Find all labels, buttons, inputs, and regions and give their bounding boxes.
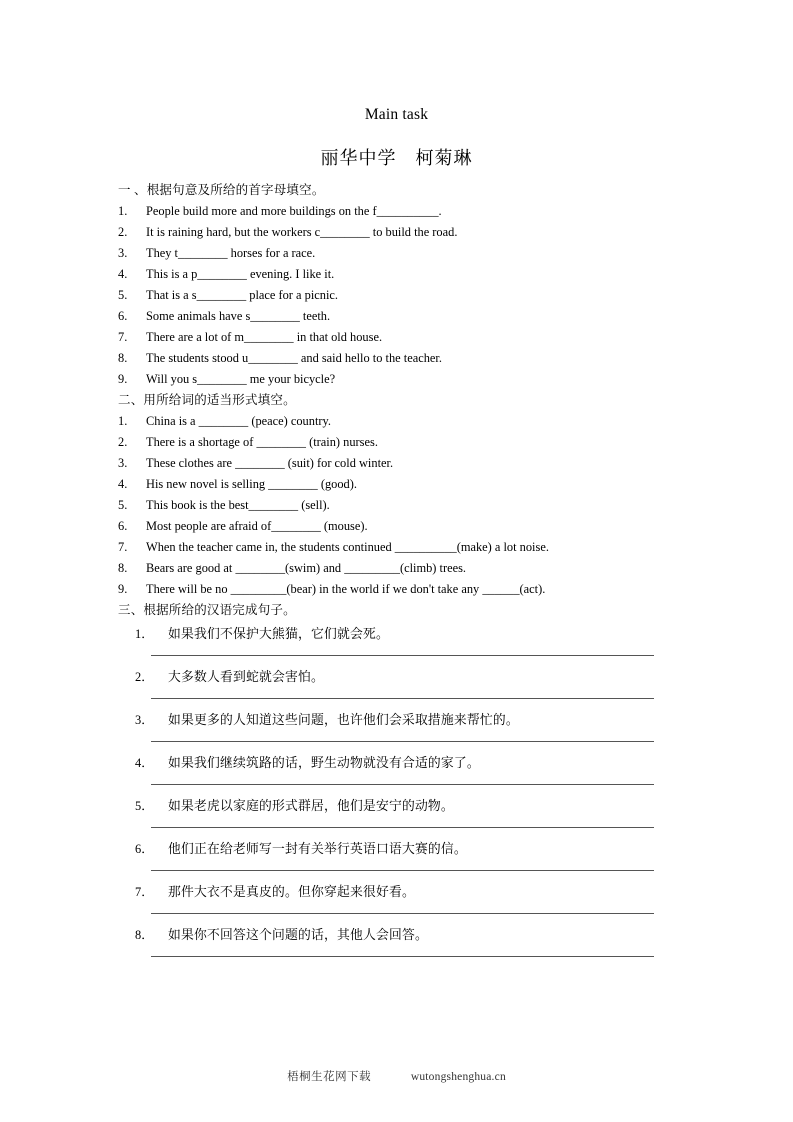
footer-site-name: 梧桐生花网下载 <box>287 1071 372 1083</box>
item-text: The students stood u________ and said hello to the teacher. <box>146 351 442 365</box>
item-number: 3． <box>135 713 154 727</box>
list-item <box>135 707 718 733</box>
item-number: 7. <box>118 540 128 554</box>
list-item <box>118 306 718 327</box>
item-text: When the teacher came in, the students continued __________(make) a lot noise. <box>146 540 549 554</box>
item-text: 那件大衣不是真皮的。但你穿起来很好看。 <box>168 885 415 899</box>
answer-line[interactable] <box>151 698 654 699</box>
item-text: China is a ________ (peace) country. <box>146 414 331 428</box>
list-item <box>135 836 718 862</box>
item-text: Most people are afraid of________ (mouse). <box>146 519 368 533</box>
list-item <box>118 285 718 306</box>
item-number: 5. <box>118 498 128 512</box>
item-number: 8. <box>118 351 128 365</box>
list-item <box>135 664 718 690</box>
item-text: There are a lot of m________ in that old house. <box>146 330 383 344</box>
item-number: 3. <box>118 246 128 260</box>
item-number: 7． <box>135 885 154 899</box>
answer-line[interactable] <box>151 827 654 828</box>
list-item <box>118 348 718 369</box>
answer-line[interactable] <box>151 913 654 914</box>
list-item <box>118 474 718 495</box>
item-text: Some animals have s________ teeth. <box>146 309 331 323</box>
item-text: Bears are good at ________(swim) and _________(climb) trees. <box>146 561 467 575</box>
list-item <box>135 750 718 776</box>
item-number: 8. <box>118 561 128 575</box>
list-item <box>118 243 718 264</box>
answer-line[interactable] <box>151 784 654 785</box>
list-item <box>118 558 718 579</box>
item-text: His new novel is selling ________ (good). <box>146 477 357 491</box>
item-number: 5． <box>135 799 154 813</box>
list-item <box>118 411 718 432</box>
page-title: Main task <box>364 106 429 123</box>
item-text: These clothes are ________ (suit) for cold winter. <box>146 456 394 470</box>
item-text: That is a s________ place for a picnic. <box>146 288 338 302</box>
item-number: 1. <box>118 414 128 428</box>
section-heading-one: 一 、根据句意及所给的首字母填空。 <box>118 183 325 197</box>
list-item <box>118 327 718 348</box>
item-number: 8． <box>135 928 154 942</box>
item-text: There is a shortage of ________ (train) nurses. <box>146 435 378 449</box>
item-number: 6. <box>118 309 128 323</box>
item-text: People build more and more buildings on the f__________. <box>146 204 442 218</box>
item-number: 2． <box>135 670 154 684</box>
answer-line[interactable] <box>151 956 654 957</box>
item-text: 他们正在给老师写一封有关举行英语口语大赛的信。 <box>168 842 467 856</box>
item-text: They t________ horses for a race. <box>146 246 316 260</box>
list-item <box>135 879 718 905</box>
item-number: 7. <box>118 330 128 344</box>
list-item <box>118 264 718 285</box>
item-text: 大多数人看到蛇就会害怕。 <box>168 670 324 684</box>
list-item <box>118 453 718 474</box>
item-number: 5. <box>118 288 128 302</box>
list-item <box>135 922 718 948</box>
list-item <box>118 369 718 390</box>
item-text: There will be no _________(bear) in the world if we don't take any ______(act). <box>146 582 546 596</box>
answer-line[interactable] <box>151 870 654 871</box>
list-item <box>135 621 718 647</box>
section-heading-three: 三、根据所给的汉语完成句子。 <box>118 603 296 617</box>
item-text: 如果老虎以家庭的形式群居，他们是安宁的动物。 <box>168 799 454 813</box>
item-number: 4. <box>118 267 128 281</box>
list-item <box>118 537 718 558</box>
item-text: 如果你不回答这个问题的话，其他人会回答。 <box>168 928 428 942</box>
item-text: 如果我们继续筑路的话，野生动物就没有合适的家了。 <box>168 756 480 770</box>
item-text: It is raining hard, but the workers c________ to build the road. <box>146 225 458 239</box>
item-text: 如果更多的人知道这些问题，也许他们会采取措施来帮忙的。 <box>168 713 519 727</box>
list-item <box>118 222 718 243</box>
answer-line[interactable] <box>151 741 654 742</box>
item-number: 2. <box>118 435 128 449</box>
item-number: 6. <box>118 519 128 533</box>
item-number: 9. <box>118 582 128 596</box>
list-item <box>135 793 718 819</box>
list-item <box>118 495 718 516</box>
section-heading-two: 二、用所给词的适当形式填空。 <box>118 393 296 407</box>
list-item <box>118 432 718 453</box>
document-body <box>118 180 718 965</box>
item-text: This book is the best________ (sell). <box>146 498 330 512</box>
item-number: 1． <box>135 627 154 641</box>
page-footer <box>0 1068 793 1084</box>
question-list-two <box>118 411 718 600</box>
item-number: 1. <box>118 204 128 218</box>
item-number: 4. <box>118 477 128 491</box>
translation-list <box>118 621 718 957</box>
item-number: 4． <box>135 756 154 770</box>
list-item <box>118 516 718 537</box>
list-item <box>118 201 718 222</box>
item-text: Will you s________ me your bicycle? <box>146 372 336 386</box>
item-text: 如果我们不保护大熊猫，它们就会死。 <box>168 627 389 641</box>
item-number: 2. <box>118 225 128 239</box>
answer-line[interactable] <box>151 655 654 656</box>
list-item <box>118 579 718 600</box>
footer-url: wutongshenghua.cn <box>410 1071 506 1083</box>
item-text: This is a p________ evening. I like it. <box>146 267 335 281</box>
document-subtitle: 丽华中学 柯菊琳 <box>320 148 473 168</box>
item-number: 3. <box>118 456 128 470</box>
item-number: 9. <box>118 372 128 386</box>
item-number: 6． <box>135 842 154 856</box>
question-list-one <box>118 201 718 390</box>
